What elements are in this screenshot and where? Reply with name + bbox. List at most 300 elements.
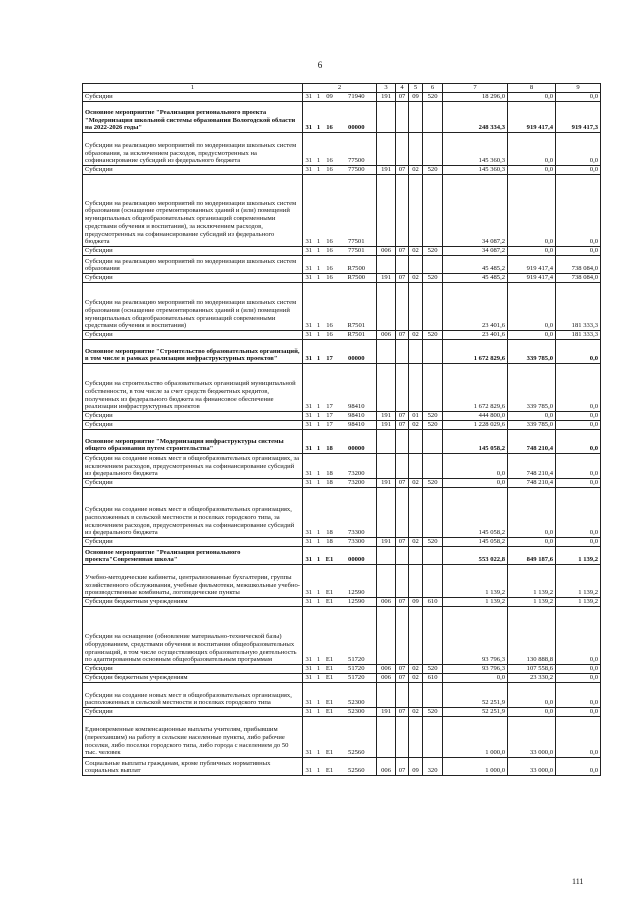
code-part-cell: E1 — [323, 674, 337, 683]
table-row — [83, 93, 601, 102]
amount-cell: 1 139,2 — [443, 598, 508, 607]
code-part-cell: 1 — [315, 364, 323, 412]
grbs-cell: 191 — [377, 479, 396, 488]
expense-type-cell — [423, 364, 443, 412]
amount-cell: 0,0 — [508, 488, 556, 538]
subsection-cell: 02 — [409, 247, 423, 256]
amount-cell: 0,0 — [556, 758, 601, 776]
table-row — [83, 547, 601, 565]
header-cell: 7 — [443, 84, 508, 93]
amount-cell: 748 210,4 — [508, 430, 556, 454]
amount-cell: 748 210,4 — [508, 479, 556, 488]
amount-cell: 0,0 — [443, 454, 508, 479]
code-part-cell: 31 — [303, 166, 315, 175]
subsection-cell — [409, 175, 423, 247]
section-cell — [396, 175, 409, 247]
subsection-cell — [409, 364, 423, 412]
header-cell: 4 — [396, 84, 409, 93]
amount-cell: 0,0 — [556, 717, 601, 758]
code-part-cell: 31 — [303, 598, 315, 607]
amount-cell: 45 485,2 — [443, 256, 508, 274]
table-row — [83, 665, 601, 674]
header-cell: 8 — [508, 84, 556, 93]
grbs-cell — [377, 565, 396, 598]
amount-cell: 145 360,3 — [443, 133, 508, 166]
amount-cell: 0,0 — [556, 683, 601, 708]
code-part-cell: 18 — [323, 454, 337, 479]
amount-cell: 0,0 — [556, 340, 601, 364]
code-part-cell: 17 — [323, 421, 337, 430]
code-part-cell: E1 — [323, 717, 337, 758]
amount-cell: 919 417,3 — [556, 102, 601, 133]
code-part-cell: 16 — [323, 166, 337, 175]
expense-type-cell: 520 — [423, 331, 443, 340]
code-part-cell: 1 — [315, 598, 323, 607]
expense-type-cell — [423, 283, 443, 331]
code-part-cell: 51720 — [337, 665, 377, 674]
amount-cell: 18 296,0 — [443, 93, 508, 102]
amount-cell: 93 796,3 — [443, 607, 508, 665]
code-part-cell: 1 — [315, 175, 323, 247]
amount-cell: 1 139,2 — [508, 565, 556, 598]
amount-cell: 553 022,8 — [443, 547, 508, 565]
subsection-cell — [409, 454, 423, 479]
code-part-cell: 31 — [303, 454, 315, 479]
amount-cell: 0,0 — [556, 430, 601, 454]
grbs-cell: 191 — [377, 93, 396, 102]
amount-cell: 0,0 — [508, 133, 556, 166]
expense-type-cell: 610 — [423, 598, 443, 607]
code-part-cell: R7500 — [337, 256, 377, 274]
expense-type-cell — [423, 133, 443, 166]
expense-type-cell — [423, 607, 443, 665]
code-part-cell: E1 — [323, 565, 337, 598]
code-part-cell: 1 — [315, 102, 323, 133]
row-name-cell: Субсидии — [83, 93, 303, 102]
amount-cell: 339 785,0 — [508, 421, 556, 430]
section-cell: 07 — [396, 538, 409, 547]
amount-cell: 0,0 — [556, 479, 601, 488]
amount-cell: 0,0 — [556, 454, 601, 479]
row-name-cell: Субсидии — [83, 665, 303, 674]
table-row — [83, 758, 601, 776]
code-part-cell: 31 — [303, 256, 315, 274]
table-header-row — [83, 84, 601, 93]
amount-cell: 0,0 — [508, 247, 556, 256]
amount-cell: 0,0 — [508, 283, 556, 331]
table-row — [83, 488, 601, 538]
amount-cell: 0,0 — [556, 607, 601, 665]
code-part-cell: 1 — [315, 488, 323, 538]
amount-cell: 34 087,2 — [443, 175, 508, 247]
row-name-cell: Субсидии на реализацию мероприятий по модернизации школьных систем образования (оснащение отремонтированных зданий и (или) помещений муниципальных общеобразовательных организаций современными средствами обучения и воспитания), за исключением расходов, предусмотренных на софинансирование субсидий из федерального бюджета — [83, 175, 303, 247]
code-part-cell: 17 — [323, 412, 337, 421]
table-row — [83, 412, 601, 421]
row-name-cell: Субсидии на создание новых мест в общеобразовательных организациях, расположенных в сельской местности и поселках городского типа, за исключением расходов, предусмотренных на софинансирование субсидий из федерального бюджета — [83, 488, 303, 538]
grbs-cell — [377, 607, 396, 665]
grbs-cell: 191 — [377, 538, 396, 547]
expense-type-cell: 320 — [423, 758, 443, 776]
code-part-cell: 31 — [303, 421, 315, 430]
header-cell: 1 — [83, 84, 303, 93]
code-part-cell: 31 — [303, 674, 315, 683]
table-row — [83, 430, 601, 454]
row-name-cell: Субсидии — [83, 331, 303, 340]
code-part-cell: 1 — [315, 133, 323, 166]
code-part-cell: 18 — [323, 538, 337, 547]
code-part-cell: 1 — [315, 758, 323, 776]
code-part-cell: E1 — [323, 758, 337, 776]
section-cell: 07 — [396, 708, 409, 717]
grbs-cell — [377, 454, 396, 479]
row-name-cell: Субсидии — [83, 412, 303, 421]
amount-cell: 0,0 — [556, 133, 601, 166]
grbs-cell: 191 — [377, 166, 396, 175]
amount-cell: 93 796,3 — [443, 665, 508, 674]
code-part-cell: 31 — [303, 340, 315, 364]
grbs-cell — [377, 488, 396, 538]
amount-cell: 34 087,2 — [443, 247, 508, 256]
grbs-cell — [377, 547, 396, 565]
code-part-cell: 1 — [315, 256, 323, 274]
amount-cell: 1 139,2 — [556, 547, 601, 565]
table-row — [83, 598, 601, 607]
row-name-cell: Субсидии на реализацию мероприятий по модернизации школьных систем образования — [83, 256, 303, 274]
code-part-cell: 16 — [323, 247, 337, 256]
grbs-cell — [377, 430, 396, 454]
expense-type-cell — [423, 683, 443, 708]
code-part-cell: 73300 — [337, 488, 377, 538]
amount-cell: 45 485,2 — [443, 274, 508, 283]
subsection-cell: 02 — [409, 166, 423, 175]
subsection-cell — [409, 430, 423, 454]
section-cell: 07 — [396, 412, 409, 421]
expense-type-cell: 520 — [423, 166, 443, 175]
code-part-cell: E1 — [323, 708, 337, 717]
row-name-cell: Субсидии на реализацию мероприятий по модернизации школьных систем образования, за исключением расходов, предусмотренных на софинансирование субсидий из федерального бюджета — [83, 133, 303, 166]
expense-type-cell: 520 — [423, 93, 443, 102]
table-row — [83, 102, 601, 133]
amount-cell: 130 888,8 — [508, 607, 556, 665]
table-row — [83, 454, 601, 479]
amount-cell: 23 401,6 — [443, 331, 508, 340]
amount-cell: 0,0 — [556, 538, 601, 547]
expense-type-cell — [423, 430, 443, 454]
code-part-cell: 31 — [303, 565, 315, 598]
amount-cell: 0,0 — [556, 674, 601, 683]
code-part-cell: 16 — [323, 274, 337, 283]
code-part-cell: 31 — [303, 364, 315, 412]
code-part-cell: 16 — [323, 175, 337, 247]
grbs-cell — [377, 717, 396, 758]
code-part-cell: E1 — [323, 547, 337, 565]
table-row — [83, 479, 601, 488]
section-cell: 07 — [396, 598, 409, 607]
amount-cell: 1 139,2 — [443, 565, 508, 598]
amount-cell: 0,0 — [443, 479, 508, 488]
code-part-cell: 1 — [315, 93, 323, 102]
row-name-cell: Учебно-методические кабинеты, централизованные бухгалтерии, группы хозяйственного обслуживания, учебные фильмотеки, межшкольные учебно-производственные комбинаты, логопедические пункты — [83, 565, 303, 598]
amount-cell: 1 139,2 — [556, 598, 601, 607]
table-row — [83, 340, 601, 364]
code-part-cell: 18 — [323, 488, 337, 538]
expense-type-cell — [423, 547, 443, 565]
section-cell — [396, 717, 409, 758]
row-name-cell: Субсидии — [83, 421, 303, 430]
header-cell: 5 — [409, 84, 423, 93]
code-part-cell: 16 — [323, 256, 337, 274]
amount-cell: 145 058,2 — [443, 430, 508, 454]
amount-cell: 1 000,0 — [443, 758, 508, 776]
grbs-cell — [377, 102, 396, 133]
code-part-cell: 09 — [323, 93, 337, 102]
section-cell — [396, 283, 409, 331]
code-part-cell: 1 — [315, 717, 323, 758]
grbs-cell: 191 — [377, 708, 396, 717]
grbs-cell: 006 — [377, 598, 396, 607]
code-part-cell: 17 — [323, 340, 337, 364]
header-cell: 9 — [556, 84, 601, 93]
row-name-cell: Основное мероприятие "Модернизация инфраструктуры системы общего образования путем строительства" — [83, 430, 303, 454]
code-part-cell: 1 — [315, 430, 323, 454]
amount-cell: 145 058,2 — [443, 538, 508, 547]
subsection-cell — [409, 607, 423, 665]
grbs-cell — [377, 175, 396, 247]
expense-type-cell: 610 — [423, 674, 443, 683]
amount-cell: 0,0 — [556, 247, 601, 256]
section-cell: 07 — [396, 93, 409, 102]
amount-cell: 23 330,2 — [508, 674, 556, 683]
expense-type-cell: 520 — [423, 247, 443, 256]
code-part-cell: R7501 — [337, 331, 377, 340]
code-part-cell: 31 — [303, 547, 315, 565]
amount-cell: 1 139,2 — [508, 598, 556, 607]
grbs-cell: 191 — [377, 421, 396, 430]
section-cell — [396, 133, 409, 166]
code-part-cell: 31 — [303, 607, 315, 665]
amount-cell: 0,0 — [508, 538, 556, 547]
expense-type-cell: 520 — [423, 274, 443, 283]
amount-cell: 1 000,0 — [443, 717, 508, 758]
code-part-cell: 31 — [303, 133, 315, 166]
header-cell: 6 — [423, 84, 443, 93]
code-part-cell: 77501 — [337, 175, 377, 247]
subsection-cell: 02 — [409, 708, 423, 717]
code-part-cell: 16 — [323, 133, 337, 166]
row-name-cell: Субсидии — [83, 166, 303, 175]
code-part-cell: 1 — [315, 479, 323, 488]
grbs-cell — [377, 256, 396, 274]
subsection-cell: 02 — [409, 331, 423, 340]
subsection-cell — [409, 340, 423, 364]
section-cell — [396, 565, 409, 598]
subsection-cell: 02 — [409, 421, 423, 430]
code-part-cell: 1 — [315, 683, 323, 708]
code-part-cell: 52560 — [337, 717, 377, 758]
row-name-cell: Основное мероприятие "Реализация регионального проекта"Современная школа" — [83, 547, 303, 565]
code-part-cell: 77500 — [337, 166, 377, 175]
section-cell: 07 — [396, 665, 409, 674]
code-part-cell: 1 — [315, 340, 323, 364]
row-name-cell: Субсидии на создание новых мест в общеобразовательных организациях, за исключением расходов, предусмотренных на софинансирование субсидий из федерального бюджета — [83, 454, 303, 479]
code-part-cell: 1 — [315, 454, 323, 479]
code-part-cell: 12590 — [337, 598, 377, 607]
grbs-cell — [377, 283, 396, 331]
subsection-cell — [409, 133, 423, 166]
code-part-cell: 31 — [303, 430, 315, 454]
table-row — [83, 565, 601, 598]
section-cell: 07 — [396, 166, 409, 175]
code-part-cell: 18 — [323, 479, 337, 488]
code-part-cell: 31 — [303, 488, 315, 538]
section-cell: 07 — [396, 274, 409, 283]
expense-type-cell: 520 — [423, 665, 443, 674]
code-part-cell: R7500 — [337, 274, 377, 283]
amount-cell: 849 187,6 — [508, 547, 556, 565]
code-part-cell: 98410 — [337, 421, 377, 430]
section-cell: 07 — [396, 479, 409, 488]
amount-cell: 248 334,3 — [443, 102, 508, 133]
section-cell — [396, 364, 409, 412]
section-cell — [396, 256, 409, 274]
amount-cell: 0,0 — [508, 708, 556, 717]
expense-type-cell — [423, 454, 443, 479]
row-name-cell: Субсидии бюджетным учреждениям — [83, 598, 303, 607]
subsection-cell — [409, 565, 423, 598]
code-part-cell: 31 — [303, 175, 315, 247]
amount-cell: 738 084,0 — [556, 256, 601, 274]
expense-type-cell — [423, 565, 443, 598]
grbs-cell — [377, 683, 396, 708]
code-part-cell: 31 — [303, 102, 315, 133]
grbs-cell: 006 — [377, 665, 396, 674]
subsection-cell: 01 — [409, 412, 423, 421]
table-row — [83, 247, 601, 256]
code-part-cell: 00000 — [337, 340, 377, 364]
grbs-cell: 191 — [377, 412, 396, 421]
row-name-cell: Субсидии — [83, 274, 303, 283]
expense-type-cell — [423, 488, 443, 538]
table-row — [83, 683, 601, 708]
section-cell — [396, 102, 409, 133]
expense-type-cell — [423, 256, 443, 274]
code-part-cell: 1 — [315, 708, 323, 717]
amount-cell: 1 672 829,6 — [443, 340, 508, 364]
subsection-cell: 09 — [409, 598, 423, 607]
subsection-cell: 09 — [409, 758, 423, 776]
code-part-cell: 1 — [315, 547, 323, 565]
row-name-cell: Основное мероприятие "Реализация регионального проекта "Модернизация школьной системы образования Вологодской области на 2022-2026 годы" — [83, 102, 303, 133]
grbs-cell: 006 — [377, 758, 396, 776]
subsection-cell — [409, 102, 423, 133]
code-part-cell: 00000 — [337, 547, 377, 565]
code-part-cell: 52300 — [337, 683, 377, 708]
amount-cell: 0,0 — [556, 166, 601, 175]
code-part-cell: 1 — [315, 665, 323, 674]
table-row — [83, 674, 601, 683]
subsection-cell — [409, 283, 423, 331]
row-name-cell: Субсидии — [83, 538, 303, 547]
code-part-cell: 1 — [315, 421, 323, 430]
code-part-cell: 31 — [303, 412, 315, 421]
subsection-cell: 02 — [409, 479, 423, 488]
subsection-cell — [409, 547, 423, 565]
subsection-cell: 02 — [409, 674, 423, 683]
amount-cell: 738 084,0 — [556, 274, 601, 283]
section-cell — [396, 607, 409, 665]
amount-cell: 23 401,6 — [443, 283, 508, 331]
amount-cell: 33 000,0 — [508, 717, 556, 758]
amount-cell: 33 000,0 — [508, 758, 556, 776]
amount-cell: 181 333,3 — [556, 331, 601, 340]
code-part-cell: 31 — [303, 283, 315, 331]
code-part-cell: 31 — [303, 247, 315, 256]
code-part-cell: 98410 — [337, 412, 377, 421]
code-part-cell: 00000 — [337, 430, 377, 454]
code-part-cell: 1 — [315, 412, 323, 421]
code-part-cell: 16 — [323, 331, 337, 340]
table-row — [83, 421, 601, 430]
subsection-cell: 02 — [409, 274, 423, 283]
subsection-cell — [409, 683, 423, 708]
table-row — [83, 274, 601, 283]
amount-cell: 919 417,4 — [508, 274, 556, 283]
code-part-cell: 51720 — [337, 607, 377, 665]
amount-cell: 0,0 — [508, 683, 556, 708]
code-part-cell: 31 — [303, 717, 315, 758]
table-row — [83, 133, 601, 166]
code-part-cell: E1 — [323, 607, 337, 665]
code-part-cell: 00000 — [337, 102, 377, 133]
subsection-cell: 02 — [409, 665, 423, 674]
amount-cell: 0,0 — [508, 412, 556, 421]
amount-cell: 0,0 — [508, 331, 556, 340]
code-part-cell: E1 — [323, 683, 337, 708]
expense-type-cell: 520 — [423, 538, 443, 547]
grbs-cell — [377, 133, 396, 166]
code-part-cell: 71940 — [337, 93, 377, 102]
code-part-cell: 31 — [303, 93, 315, 102]
row-name-cell: Основное мероприятие "Строительство образовательных организаций, в том числе в рамках реализации инфраструктурных проектов" — [83, 340, 303, 364]
table-row — [83, 283, 601, 331]
amount-cell: 0,0 — [556, 421, 601, 430]
code-part-cell: 16 — [323, 283, 337, 331]
amount-cell: 339 785,0 — [508, 364, 556, 412]
amount-cell: 0,0 — [508, 166, 556, 175]
grbs-cell: 006 — [377, 674, 396, 683]
code-part-cell: 1 — [315, 331, 323, 340]
code-part-cell: 31 — [303, 665, 315, 674]
code-part-cell: 1 — [315, 538, 323, 547]
amount-cell: 0,0 — [556, 412, 601, 421]
section-cell — [396, 340, 409, 364]
table-row — [83, 364, 601, 412]
row-name-cell: Субсидии — [83, 479, 303, 488]
expense-type-cell — [423, 175, 443, 247]
code-part-cell: 12590 — [337, 565, 377, 598]
row-name-cell: Субсидии на оснащение (обновление материально-технической базы) оборудованием, средствами обучения и воспитания общеобразовательных организаций, в том числе осуществляющих образовательную деятельность по адаптированным основным общеобразовательным программам — [83, 607, 303, 665]
row-name-cell: Субсидии на строительство образовательных организаций муниципальной собственности, в том числе за счет средств бюджетных кредитов, полученных из федерального бюджета на финансовое обеспечение реализации инфраструктурных проектов — [83, 364, 303, 412]
code-part-cell: 1 — [315, 247, 323, 256]
code-part-cell: 77500 — [337, 133, 377, 166]
amount-cell: 919 417,4 — [508, 256, 556, 274]
table-row — [83, 166, 601, 175]
subsection-cell: 02 — [409, 538, 423, 547]
amount-cell: 748 210,4 — [508, 454, 556, 479]
table-row — [83, 538, 601, 547]
amount-cell: 0,0 — [443, 674, 508, 683]
code-part-cell: E1 — [323, 598, 337, 607]
